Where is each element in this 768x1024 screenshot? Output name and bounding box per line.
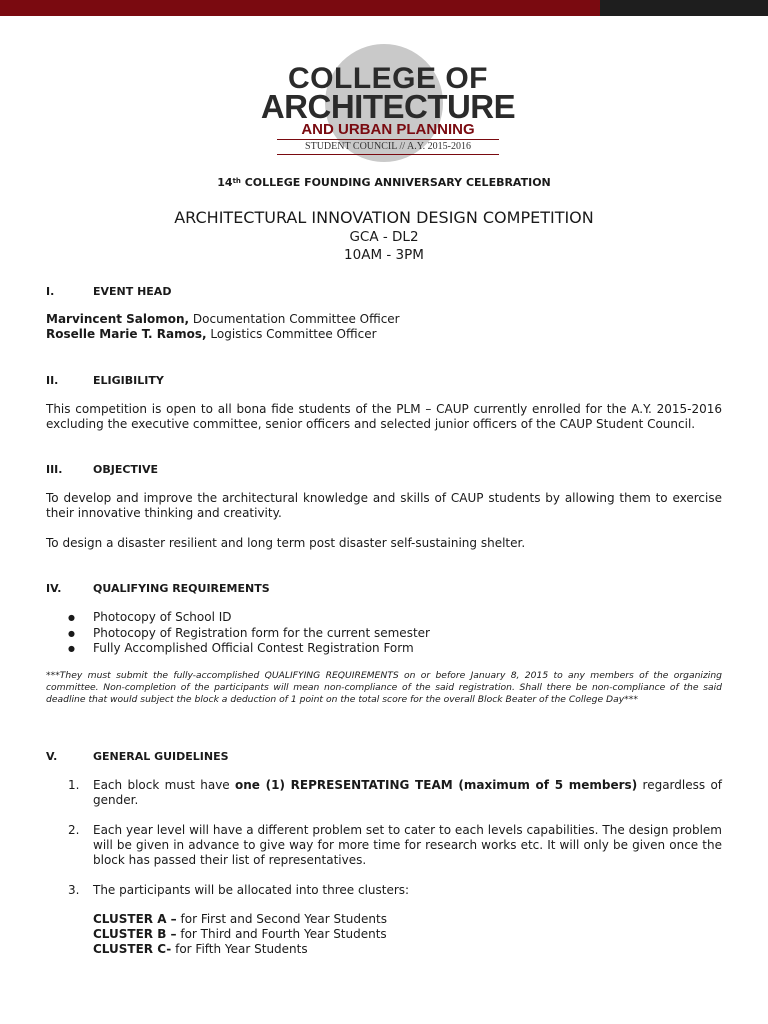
anniversary-heading: 14th COLLEGE FOUNDING ANNIVERSARY CELEBRATION bbox=[217, 176, 551, 189]
section-3-number: III. bbox=[46, 463, 63, 476]
competition-title: ARCHITECTURAL INNOVATION DESIGN COMPETITION bbox=[174, 208, 594, 227]
eligibility-text: This competition is open to all bona fide students of the PLM – CAUP currently enrolled for the A.Y. 2015-2016 excluding the executive committee, senior officers and selected junior officers of the CAUP Student Council. bbox=[46, 402, 722, 431]
logo-line-2: ARCHITECTURE bbox=[260, 88, 516, 125]
section-1-number: I. bbox=[46, 285, 55, 298]
guideline-2-text: Each year level will have a different problem set to cater to each levels capabilities. The design problem will be given in advance to give way for more time for research works etc. It will only be given once the block has passed their list of representatives. bbox=[93, 823, 722, 867]
objective-text-2: To design a disaster resilient and long term post disaster self-sustaining shelter. bbox=[46, 536, 526, 550]
bullet-icon: ● bbox=[68, 629, 75, 638]
section-3-title: OBJECTIVE bbox=[93, 463, 159, 476]
section-5-title: GENERAL GUIDELINES bbox=[93, 750, 229, 763]
guideline-3-text: The participants will be allocated into three clusters: bbox=[93, 883, 410, 897]
logo-line-3: AND URBAN PLANNING bbox=[301, 121, 475, 138]
cluster-a: CLUSTER A – for First and Second Year Students bbox=[93, 912, 387, 926]
section-5-number: V. bbox=[46, 750, 58, 763]
logo-rule-bottom bbox=[277, 154, 499, 155]
guideline-3-number: 3. bbox=[68, 883, 80, 897]
requirements-note: ***They must submit the fully-accomplished QUALIFYING REQUIREMENTS on or before January 8, 2015 to any members of the organizing committee. Non-completion of the participants will mean non-compliance of the said registration. Shall there be non-compliance of the said deadline that would subject the block a deduction of 1 point on the total score for the overall Block Beater of the College Day*** bbox=[46, 670, 722, 705]
guideline-2-number: 2. bbox=[68, 823, 80, 837]
section-2-title: ELIGIBILITY bbox=[93, 374, 164, 387]
section-1-title: EVENT HEAD bbox=[93, 285, 172, 298]
cluster-c: CLUSTER C- for Fifth Year Students bbox=[93, 942, 308, 956]
section-4-title: QUALIFYING REQUIREMENTS bbox=[93, 582, 270, 595]
college-logo bbox=[257, 42, 519, 160]
guideline-1-number: 1. bbox=[68, 778, 80, 792]
venue: GCA - DL2 bbox=[349, 229, 419, 245]
objective-text-1: To develop and improve the architectural knowledge and skills of CAUP students by allowing them to exercise their innovative thinking and creativity. bbox=[46, 491, 722, 520]
top-bar-red bbox=[0, 0, 600, 16]
bullet-icon: ● bbox=[68, 613, 75, 622]
logo-line-1: COLLEGE OF bbox=[288, 62, 488, 95]
bullet-icon: ● bbox=[68, 644, 75, 653]
event-head-person-1: Marvincent Salomon, Documentation Committee Officer bbox=[46, 312, 400, 326]
top-bar-dark bbox=[600, 0, 768, 16]
requirement-item: Fully Accomplished Official Contest Registration Form bbox=[93, 641, 414, 655]
section-4-number: IV. bbox=[46, 582, 62, 595]
cluster-b: CLUSTER B – for Third and Fourth Year Students bbox=[93, 927, 387, 941]
event-head-person-2: Roselle Marie T. Ramos, Logistics Committee Officer bbox=[46, 327, 377, 341]
requirement-item: Photocopy of Registration form for the current semester bbox=[93, 626, 430, 640]
guideline-1-text: Each block must have one (1) REPRESENTATING TEAM (maximum of 5 members) regardless of gender. bbox=[93, 778, 723, 807]
section-2-number: II. bbox=[46, 374, 59, 387]
requirement-item: Photocopy of School ID bbox=[93, 610, 232, 624]
event-time: 10AM - 3PM bbox=[344, 247, 424, 263]
logo-line-4: STUDENT COUNCIL // A.Y. 2015-2016 bbox=[305, 141, 471, 152]
